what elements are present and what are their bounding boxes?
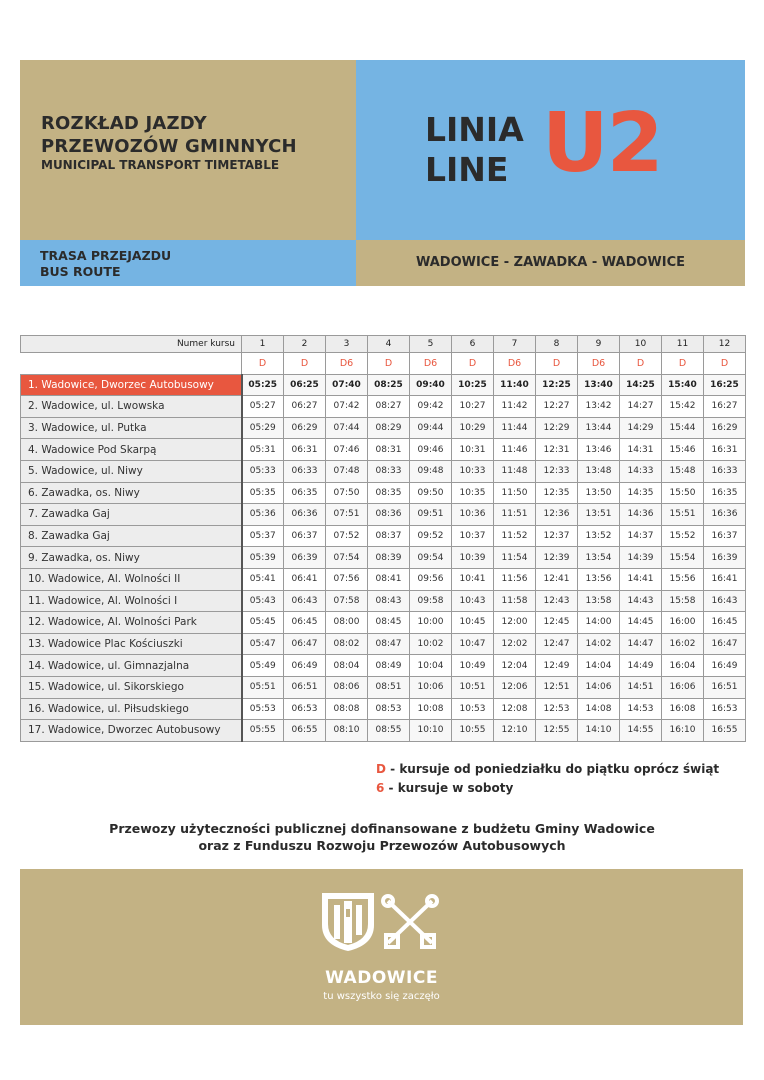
departure-time: 06:47 (284, 633, 326, 655)
departure-time: 16:00 (662, 612, 704, 634)
departure-time: 09:58 (410, 590, 452, 612)
course-number-row (21, 336, 746, 353)
departure-time: 07:56 (326, 568, 368, 590)
departure-time: 08:53 (368, 698, 410, 720)
departure-time: 14:25 (620, 374, 662, 396)
departure-time: 06:36 (284, 504, 326, 526)
departure-time: 07:46 (326, 439, 368, 461)
departure-time: 14:53 (620, 698, 662, 720)
departure-time: 08:04 (326, 655, 368, 677)
departure-time: 14:06 (578, 676, 620, 698)
crossed-keys-icon (383, 896, 437, 947)
departure-time: 06:31 (284, 439, 326, 461)
table-row (21, 547, 746, 569)
departure-time: 14:45 (620, 612, 662, 634)
departure-time: 11:51 (494, 504, 536, 526)
departure-time: 14:35 (620, 482, 662, 504)
departure-time: 13:44 (578, 417, 620, 439)
table-row (21, 504, 746, 526)
departure-time: 05:45 (242, 612, 284, 634)
course-type: D6 (494, 353, 536, 375)
stop-name: 7. Zawadka Gaj (21, 504, 242, 526)
departure-time: 08:02 (326, 633, 368, 655)
departure-time: 08:08 (326, 698, 368, 720)
departure-time: 07:50 (326, 482, 368, 504)
departure-time: 15:48 (662, 460, 704, 482)
table-row (21, 590, 746, 612)
departure-time: 09:40 (410, 374, 452, 396)
departure-time: 06:41 (284, 568, 326, 590)
departure-time: 12:27 (536, 396, 578, 418)
departure-time: 10:27 (452, 396, 494, 418)
course-number-header: Numer kursu (21, 336, 242, 353)
departure-time: 12:47 (536, 633, 578, 655)
departure-time: 08:37 (368, 525, 410, 547)
departure-time: 10:00 (410, 612, 452, 634)
departure-time: 05:39 (242, 547, 284, 569)
departure-time: 10:02 (410, 633, 452, 655)
departure-time: 09:52 (410, 525, 452, 547)
timetable-title (41, 112, 297, 158)
course-number: 1 (242, 336, 284, 353)
departure-time: 14:47 (620, 633, 662, 655)
blank-cell (21, 353, 242, 375)
timetable-subtitle: MUNICIPAL TRANSPORT TIMETABLE (41, 158, 280, 172)
departure-time: 16:36 (704, 504, 746, 526)
departure-time: 15:50 (662, 482, 704, 504)
legend-item-weekdays (376, 762, 719, 776)
funding-note (0, 820, 764, 854)
departure-time: 10:31 (452, 439, 494, 461)
departure-time: 11:50 (494, 482, 536, 504)
departure-time: 11:42 (494, 396, 536, 418)
departure-time: 12:02 (494, 633, 536, 655)
course-type: D6 (578, 353, 620, 375)
departure-time: 16:45 (704, 612, 746, 634)
route-label-pl: TRASA PRZEJAZDU (40, 248, 172, 263)
departure-time: 15:58 (662, 590, 704, 612)
departure-time: 12:04 (494, 655, 536, 677)
departure-time: 16:06 (662, 676, 704, 698)
departure-time: 14:00 (578, 612, 620, 634)
departure-time: 06:37 (284, 525, 326, 547)
departure-time: 09:54 (410, 547, 452, 569)
departure-time: 05:31 (242, 439, 284, 461)
departure-time: 08:10 (326, 720, 368, 742)
departure-time: 09:48 (410, 460, 452, 482)
route-value: WADOWICE - ZAWADKA - WADOWICE (415, 255, 686, 270)
legend-code: 6 (376, 781, 385, 795)
departure-time: 05:55 (242, 720, 284, 742)
departure-time: 16:39 (704, 547, 746, 569)
table-row (21, 676, 746, 698)
table-row (21, 439, 746, 461)
departure-time: 14:10 (578, 720, 620, 742)
departure-time: 12:10 (494, 720, 536, 742)
departure-time: 07:58 (326, 590, 368, 612)
departure-time: 15:40 (662, 374, 704, 396)
departure-time: 13:58 (578, 590, 620, 612)
departure-time: 16:37 (704, 525, 746, 547)
departure-time: 08:55 (368, 720, 410, 742)
course-number: 2 (284, 336, 326, 353)
departure-time: 10:35 (452, 482, 494, 504)
departure-time: 12:51 (536, 676, 578, 698)
departure-time: 08:36 (368, 504, 410, 526)
departure-time: 10:25 (452, 374, 494, 396)
departure-time: 10:10 (410, 720, 452, 742)
departure-time: 05:53 (242, 698, 284, 720)
departure-time: 08:39 (368, 547, 410, 569)
departure-time: 12:33 (536, 460, 578, 482)
route-label-panel (20, 240, 356, 286)
stop-name: 5. Wadowice, ul. Niwy (21, 460, 242, 482)
departure-time: 16:47 (704, 633, 746, 655)
departure-time: 14:04 (578, 655, 620, 677)
course-type: D6 (410, 353, 452, 375)
timetable-grid (20, 335, 746, 742)
departure-time: 07:42 (326, 396, 368, 418)
route-label-en: BUS ROUTE (40, 264, 121, 279)
departure-time: 09:50 (410, 482, 452, 504)
departure-time: 07:54 (326, 547, 368, 569)
departure-time: 09:42 (410, 396, 452, 418)
course-number: 6 (452, 336, 494, 353)
departure-time: 15:42 (662, 396, 704, 418)
course-number: 5 (410, 336, 452, 353)
departure-time: 13:42 (578, 396, 620, 418)
table-row (21, 720, 746, 742)
departure-time: 16:04 (662, 655, 704, 677)
stop-name: 14. Wadowice, ul. Gimnazjalna (21, 655, 242, 677)
departure-time: 05:25 (242, 374, 284, 396)
departure-time: 06:35 (284, 482, 326, 504)
departure-time: 15:46 (662, 439, 704, 461)
stop-name: 10. Wadowice, Al. Wolności II (21, 568, 242, 590)
departure-time: 05:43 (242, 590, 284, 612)
course-type: D (452, 353, 494, 375)
departure-time: 05:37 (242, 525, 284, 547)
departure-time: 07:40 (326, 374, 368, 396)
departure-time: 07:44 (326, 417, 368, 439)
stop-name: 1. Wadowice, Dworzec Autobusowy (21, 374, 242, 396)
course-type: D (536, 353, 578, 375)
stop-name: 4. Wadowice Pod Skarpą (21, 439, 242, 461)
departure-time: 14:31 (620, 439, 662, 461)
legend-text: - kursuje od poniedziałku do piątku oprócz świąt (390, 762, 720, 776)
departure-time: 13:40 (578, 374, 620, 396)
departure-time: 16:27 (704, 396, 746, 418)
table-row (21, 568, 746, 590)
departure-time: 05:41 (242, 568, 284, 590)
departure-time: 07:48 (326, 460, 368, 482)
course-type-row (21, 353, 746, 375)
departure-time: 08:47 (368, 633, 410, 655)
departure-time: 08:33 (368, 460, 410, 482)
departure-time: 05:47 (242, 633, 284, 655)
departure-time: 12:43 (536, 590, 578, 612)
footer-motto: tu wszystko się zaczęło (323, 991, 440, 1002)
legend-code: D (376, 762, 386, 776)
departure-time: 16:08 (662, 698, 704, 720)
departure-time: 14:51 (620, 676, 662, 698)
course-type: D (368, 353, 410, 375)
departure-time: 08:45 (368, 612, 410, 634)
departure-time: 12:00 (494, 612, 536, 634)
funding-line-2: oraz z Funduszu Rozwoju Przewozów Autobusowych (198, 838, 566, 853)
departure-time: 13:52 (578, 525, 620, 547)
departure-time: 10:04 (410, 655, 452, 677)
course-type: D (620, 353, 662, 375)
header-line-panel (356, 60, 745, 240)
departure-time: 06:55 (284, 720, 326, 742)
departure-time: 10:06 (410, 676, 452, 698)
stop-name: 6. Zawadka, os. Niwy (21, 482, 242, 504)
departure-time: 11:44 (494, 417, 536, 439)
departure-time: 14:41 (620, 568, 662, 590)
departure-time: 12:45 (536, 612, 578, 634)
departure-time: 15:54 (662, 547, 704, 569)
departure-time: 12:37 (536, 525, 578, 547)
departure-time: 13:48 (578, 460, 620, 482)
departure-time: 05:33 (242, 460, 284, 482)
departure-time: 12:41 (536, 568, 578, 590)
course-number: 9 (578, 336, 620, 353)
departure-time: 16:31 (704, 439, 746, 461)
departure-time: 08:27 (368, 396, 410, 418)
departure-time: 16:33 (704, 460, 746, 482)
departure-time: 14:02 (578, 633, 620, 655)
title-line-2: PRZEWOZÓW GMINNYCH (41, 136, 297, 157)
funding-line-1: Przewozy użyteczności publicznej dofinansowane z budżetu Gminy Wadowice (109, 821, 655, 836)
departure-time: 13:56 (578, 568, 620, 590)
departure-time: 16:41 (704, 568, 746, 590)
departure-time: 12:08 (494, 698, 536, 720)
departure-time: 08:00 (326, 612, 368, 634)
course-type: D (284, 353, 326, 375)
departure-time: 11:56 (494, 568, 536, 590)
course-type: D (662, 353, 704, 375)
departure-time: 16:51 (704, 676, 746, 698)
stop-name: 11. Wadowice, Al. Wolności I (21, 590, 242, 612)
header-title-panel (20, 60, 356, 240)
departure-time: 08:35 (368, 482, 410, 504)
table-row (21, 460, 746, 482)
departure-time: 10:51 (452, 676, 494, 698)
departure-time: 15:51 (662, 504, 704, 526)
departure-time: 06:33 (284, 460, 326, 482)
stop-name: 8. Zawadka Gaj (21, 525, 242, 547)
departure-time: 14:08 (578, 698, 620, 720)
course-number: 3 (326, 336, 368, 353)
departure-time: 06:51 (284, 676, 326, 698)
departure-time: 10:36 (452, 504, 494, 526)
departure-time: 07:52 (326, 525, 368, 547)
line-label-en: LINE (425, 150, 509, 189)
departure-time: 10:41 (452, 568, 494, 590)
departure-time: 05:49 (242, 655, 284, 677)
departure-time: 11:48 (494, 460, 536, 482)
departure-time: 14:29 (620, 417, 662, 439)
departure-time: 11:54 (494, 547, 536, 569)
course-number: 10 (620, 336, 662, 353)
departure-time: 16:35 (704, 482, 746, 504)
stop-name: 17. Wadowice, Dworzec Autobusowy (21, 720, 242, 742)
stop-name: 13. Wadowice Plac Kościuszki (21, 633, 242, 655)
departure-time: 06:27 (284, 396, 326, 418)
table-row (21, 374, 746, 396)
departure-time: 12:06 (494, 676, 536, 698)
departure-time: 10:45 (452, 612, 494, 634)
departure-time: 14:36 (620, 504, 662, 526)
departure-time: 08:43 (368, 590, 410, 612)
departure-time: 08:49 (368, 655, 410, 677)
course-number: 7 (494, 336, 536, 353)
departure-time: 05:51 (242, 676, 284, 698)
footer-banner (20, 869, 743, 1025)
departure-time: 11:40 (494, 374, 536, 396)
course-number: 4 (368, 336, 410, 353)
departure-time: 06:25 (284, 374, 326, 396)
course-number: 11 (662, 336, 704, 353)
legend-item-saturday (376, 781, 513, 795)
course-number: 12 (704, 336, 746, 353)
wadowice-crest-logo (320, 891, 444, 953)
departure-time: 13:54 (578, 547, 620, 569)
stop-name: 3. Wadowice, ul. Putka (21, 417, 242, 439)
departure-time: 14:33 (620, 460, 662, 482)
departure-time: 10:47 (452, 633, 494, 655)
departure-time: 10:33 (452, 460, 494, 482)
departure-time: 16:49 (704, 655, 746, 677)
departure-time: 13:51 (578, 504, 620, 526)
departure-time: 12:31 (536, 439, 578, 461)
title-line-1: ROZKŁAD JAZDY (41, 113, 207, 134)
departure-time: 09:51 (410, 504, 452, 526)
course-type: D (242, 353, 284, 375)
departure-time: 14:39 (620, 547, 662, 569)
departure-time: 06:43 (284, 590, 326, 612)
departure-time: 12:55 (536, 720, 578, 742)
footer-brand: WADOWICE (325, 968, 438, 988)
table-row (21, 633, 746, 655)
course-type: D6 (326, 353, 368, 375)
departure-time: 15:44 (662, 417, 704, 439)
route-value-panel (356, 240, 745, 286)
course-type: D (704, 353, 746, 375)
stop-name: 12. Wadowice, Al. Wolności Park (21, 612, 242, 634)
departure-time: 08:51 (368, 676, 410, 698)
departure-time: 14:49 (620, 655, 662, 677)
departure-time: 06:29 (284, 417, 326, 439)
departure-time: 16:55 (704, 720, 746, 742)
departure-time: 08:06 (326, 676, 368, 698)
departure-time: 10:43 (452, 590, 494, 612)
departure-time: 10:55 (452, 720, 494, 742)
line-number: U2 (542, 96, 662, 191)
departure-time: 13:46 (578, 439, 620, 461)
table-row (21, 417, 746, 439)
departure-time: 12:49 (536, 655, 578, 677)
departure-time: 16:10 (662, 720, 704, 742)
departure-time: 08:41 (368, 568, 410, 590)
departure-time: 13:50 (578, 482, 620, 504)
departure-time: 09:46 (410, 439, 452, 461)
stop-name: 9. Zawadka, os. Niwy (21, 547, 242, 569)
departure-time: 12:29 (536, 417, 578, 439)
departure-time: 06:49 (284, 655, 326, 677)
line-label-pl: LINIA (425, 110, 524, 149)
departure-time: 06:45 (284, 612, 326, 634)
departure-time: 08:31 (368, 439, 410, 461)
departure-time: 10:39 (452, 547, 494, 569)
table-row (21, 698, 746, 720)
course-number: 8 (536, 336, 578, 353)
departure-time: 08:25 (368, 374, 410, 396)
departure-time: 12:35 (536, 482, 578, 504)
table-row (21, 655, 746, 677)
departure-time: 15:52 (662, 525, 704, 547)
departure-time: 05:36 (242, 504, 284, 526)
table-row (21, 612, 746, 634)
table-row (21, 482, 746, 504)
stop-name: 15. Wadowice, ul. Sikorskiego (21, 676, 242, 698)
departure-time: 12:36 (536, 504, 578, 526)
departure-time: 12:25 (536, 374, 578, 396)
departure-time: 05:27 (242, 396, 284, 418)
departure-time: 10:37 (452, 525, 494, 547)
departure-time: 14:55 (620, 720, 662, 742)
legend-text: - kursuje w soboty (388, 781, 514, 795)
departure-time: 08:29 (368, 417, 410, 439)
departure-time: 11:58 (494, 590, 536, 612)
departure-time: 10:53 (452, 698, 494, 720)
departure-time: 06:53 (284, 698, 326, 720)
departure-time: 14:43 (620, 590, 662, 612)
departure-time: 16:43 (704, 590, 746, 612)
departure-time: 05:35 (242, 482, 284, 504)
departure-time: 16:25 (704, 374, 746, 396)
departure-time: 12:53 (536, 698, 578, 720)
line-label (425, 110, 524, 190)
departure-time: 10:29 (452, 417, 494, 439)
departure-time: 15:56 (662, 568, 704, 590)
shield-icon (322, 893, 374, 951)
departure-time: 12:39 (536, 547, 578, 569)
departure-time: 06:39 (284, 547, 326, 569)
departure-time: 11:46 (494, 439, 536, 461)
departure-time: 05:29 (242, 417, 284, 439)
table-row (21, 525, 746, 547)
departure-time: 16:53 (704, 698, 746, 720)
departure-time: 07:51 (326, 504, 368, 526)
departure-time: 09:56 (410, 568, 452, 590)
stop-name: 2. Wadowice, ul. Lwowska (21, 396, 242, 418)
departure-time: 16:02 (662, 633, 704, 655)
departure-time: 10:49 (452, 655, 494, 677)
departure-time: 16:29 (704, 417, 746, 439)
departure-time: 14:37 (620, 525, 662, 547)
departure-time: 10:08 (410, 698, 452, 720)
stop-name: 16. Wadowice, ul. Piłsudskiego (21, 698, 242, 720)
departure-time: 11:52 (494, 525, 536, 547)
departure-time: 14:27 (620, 396, 662, 418)
departure-time: 09:44 (410, 417, 452, 439)
table-row (21, 396, 746, 418)
